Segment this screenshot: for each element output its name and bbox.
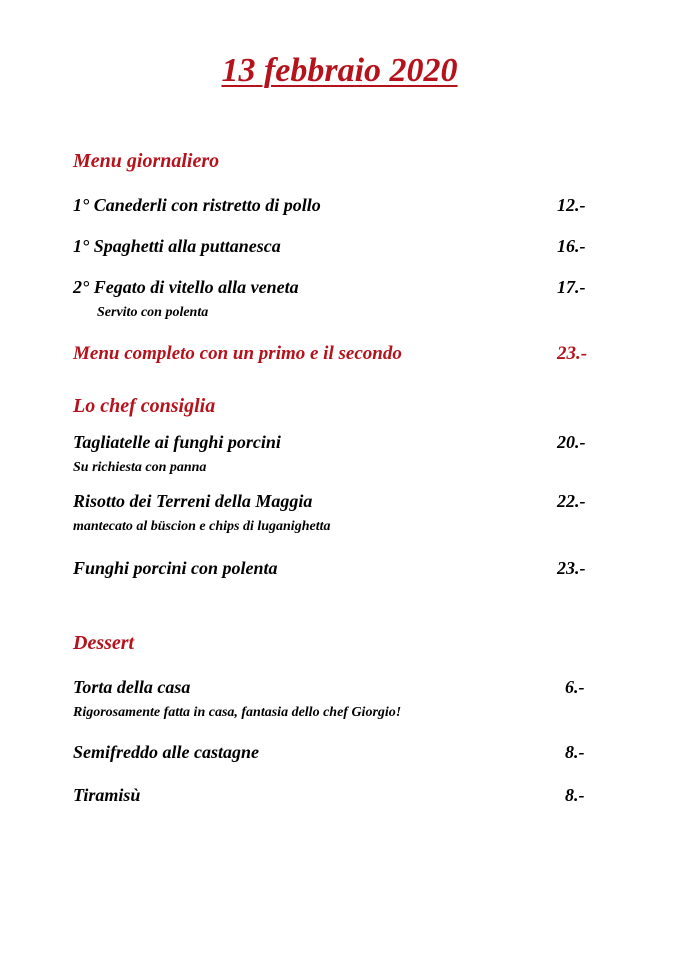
- menu-complete-price: 23.-: [557, 343, 588, 364]
- menu-item-price: 17.-: [557, 277, 586, 297]
- menu-item-price: 23.-: [557, 558, 586, 578]
- menu-date-title: 13 febbraio 2020: [221, 52, 458, 89]
- menu-item-name: Semifreddo alle castagne: [73, 742, 259, 762]
- menu-item-name: Funghi porcini con polenta: [73, 558, 278, 578]
- section-daily-heading: Menu giornaliero: [73, 150, 220, 172]
- menu-item-name: Risotto dei Terreni della Maggia: [73, 491, 313, 511]
- menu-item-name: Tagliatelle ai funghi porcini: [73, 432, 281, 452]
- menu-item-name: 1° Canederli con ristretto di pollo: [73, 195, 321, 215]
- menu-item-price: 22.-: [557, 491, 586, 511]
- menu-item-note: mantecato al büscion e chips di luganighetta: [73, 519, 331, 534]
- menu-item-price: 8.-: [565, 742, 585, 762]
- section-chef-heading: Lo chef consiglia: [73, 395, 216, 417]
- menu-item-price: 6.-: [565, 677, 585, 697]
- menu-item-note: Servito con polenta: [97, 305, 209, 320]
- menu-item-name: Torta della casa: [73, 677, 191, 697]
- menu-item-price: 12.-: [557, 195, 586, 215]
- menu-item-name: Tiramisù: [73, 785, 141, 805]
- menu-item-note: Rigorosamente fatta in casa, fantasia dello chef Giorgio!: [73, 705, 402, 720]
- menu-item-note: Su richiesta con panna: [73, 460, 207, 475]
- menu-item-name: 2° Fegato di vitello alla veneta: [73, 277, 299, 297]
- menu-item-price: 16.-: [557, 236, 586, 256]
- menu-complete-name: Menu completo con un primo e il secondo: [73, 343, 402, 364]
- menu-item-price: 20.-: [557, 432, 586, 452]
- menu-item-name: 1° Spaghetti alla puttanesca: [73, 236, 281, 256]
- section-dessert-heading: Dessert: [73, 632, 135, 654]
- menu-item-price: 8.-: [565, 785, 585, 805]
